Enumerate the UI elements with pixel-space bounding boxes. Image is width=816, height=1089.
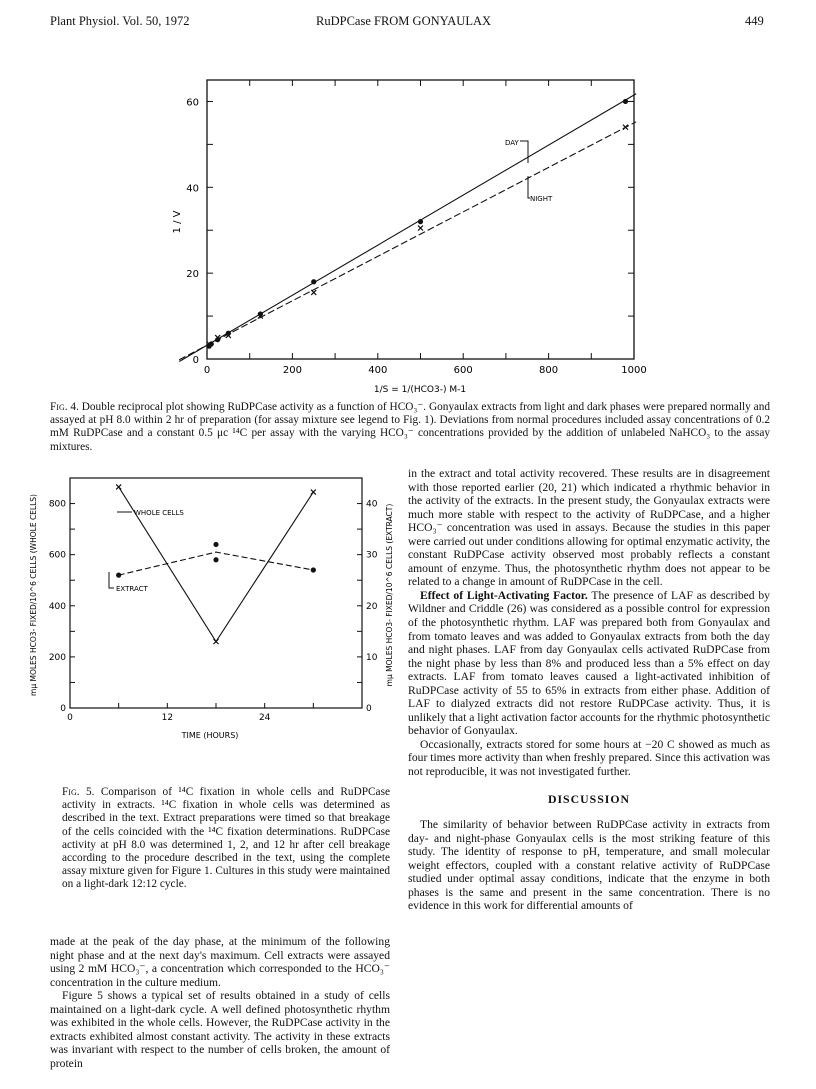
data-point-day [623, 99, 628, 104]
y-tick-label: 0 [192, 355, 199, 366]
running-title: RuDPCase FROM GONYAULAX [316, 14, 492, 28]
y-left-axis-label: mμ MOLES HCO3- FIXED/10^6 CELLS (WHOLE CELLS) [29, 494, 38, 696]
data-point-night [311, 290, 316, 295]
x-tick-label: 12 [161, 713, 174, 723]
data-point-extract [213, 542, 218, 547]
paragraph: The similarity of behavior between RuDPCase activity in extracts from day- and night-phase Gonyaulax cells is the most striking feature of this study. The identity of response to pH, temperature, and small molecular weight effectors, coupled with a constant relative activity of RuDPCase studied under optimal assay conditions, indicate that the enzyme in both phases is the same and present in the same concentration. There is no evidence in this work for differential amounts of [408, 818, 770, 913]
x-tick-label: 600 [453, 365, 473, 376]
y-right-tick-label: 0 [366, 704, 372, 714]
legend-leader [109, 572, 114, 588]
figure-4-label: Fig. 4. [50, 401, 79, 413]
figure-5-label: Fig. 5. [62, 786, 95, 798]
paragraph [408, 589, 770, 738]
right-column [408, 467, 770, 913]
y-right-tick-label: 20 [366, 601, 378, 612]
x-tick-label: 800 [539, 365, 559, 376]
y-left-tick-label: 600 [48, 550, 66, 561]
legend-whole-cells: WHOLE CELLS [134, 509, 184, 517]
journal-ref: Plant Physiol. Vol. 50, 1972 [50, 14, 190, 28]
paragraph: Occasionally, extracts stored for some hours at −20 C showed as much as four times more activity than when freshly prepared. Since this activation was not reproducible, it was not investigated further. [408, 737, 770, 779]
paragraph: in the extract and total activity recovered. These results are in disagreement with those reported earlier (20, 21) which indicated a rhythmic behavior in the activity of the extracts. In the present study, the Gonyaulax extracts were much more stable with respect to the activity of RuDPCase, and a higher HCO₃⁻ concentration was used in assays. Because the studies in this paper were carried out under conditions allowing for optimal enzymatic activity, the constant RuDPCase activity observed most probably reflects a constant amount of enzyme. Thus, the photosynthetic rhythm does not appear to be related to a change in amount of RuDPCase in the cell. [408, 467, 770, 589]
x-tick-label: 1000 [621, 365, 647, 376]
figure-5-chart [20, 470, 400, 780]
section-subheading: Effect of Light-Activating Factor. [420, 588, 588, 602]
data-point-night [418, 226, 423, 231]
data-point-day [311, 279, 316, 284]
data-point-whole-cells [116, 484, 121, 489]
y-tick-label: 20 [186, 269, 199, 281]
x-tick-label: 400 [368, 365, 388, 376]
data-point-whole-cells [311, 490, 316, 495]
legend-extract: EXTRACT [116, 585, 148, 593]
data-point-whole-cells [214, 639, 219, 644]
y-tick-label: 40 [186, 183, 199, 195]
data-point-night [623, 125, 628, 130]
fit-line-day [179, 94, 636, 362]
y-right-tick-label: 40 [366, 499, 378, 510]
caption-text: Double reciprocal plot showing RuDPCase activity as a function of HCO₃⁻. Gonyaulax extracts from light and dark phases were prepared normally and assayed at pH 8.0 within 2 hr of preparation (for assay mixture see legend to Fig. 1). Deviations from normal procedures included assay concentrations of 0.2 mM RuDPCase and a constant 0.5 μc ¹⁴C per assay with the varying HCO₃⁻ concentrations provided by the addition of unlabeled NaHCO₃ to the assay mixtures. [50, 401, 770, 453]
x-tick-label: 0 [67, 713, 73, 723]
x-axis-label: 1/S = 1/(HCO3-) M-1 [373, 385, 467, 395]
paragraph-text: The presence of LAF as described by Wildner and Criddle (26) was considered as a possible control for expression of the photosynthetic rhythm. LAF was prepared both from Gonyaulax and from tomato leaves and was added to Gonyaulax extracts from both the day and night phases. LAF from day Gonyaulax cells activated RuDPCase from the night phase by less than 8% and produced less than a 5% effect on day extracts. LAF from tomato leaves caused a light-activated inhibition of RuDPCase activity of 55 to 65% in extracts from either phase. Addition of LAF to dialyzed extracts did not restore RuDPCase activity. Thus, it is unlikely that a light activation factor accounts for the rhythmic photosynthetic behavior of Gonyaulax. [408, 588, 770, 738]
y-tick-label: 60 [186, 97, 199, 109]
page-number: 449 [745, 14, 764, 28]
y-axis-label: 1 / V [172, 210, 183, 234]
paragraph: made at the peak of the day phase, at the minimum of the following night phase and at the next day's maximum. Cell extracts were assayed using 2 mM HCO₃⁻, a concentration which corresponded to the HCO₃⁻ concentration in the culture medium. [50, 935, 390, 989]
y-right-axis-label: mμ MOLES HCO3- FIXED/10^6 CELLS (EXTRACT) [385, 503, 394, 687]
data-point-extract [311, 567, 316, 572]
fit-line-night [179, 122, 636, 360]
data-point-day [418, 219, 423, 224]
paragraph: Figure 5 shows a typical set of results obtained in a study of cells maintained on a light-dark cycle. A well defined photosynthetic rhythm was exhibited in the whole cells. However, the RuDPCase activity in the extracts exhibited almost constant activity. The activity in these extracts was invariant with respect to the number of cells broken, the amount of protein [50, 989, 390, 1070]
y-left-tick-label: 400 [48, 601, 66, 612]
x-tick-label: 24 [258, 713, 271, 723]
y-left-tick-label: 0 [60, 704, 66, 714]
y-left-tick-label: 200 [48, 652, 66, 663]
data-point-extract [116, 573, 121, 578]
y-right-tick-label: 10 [366, 652, 378, 663]
legend-night: NIGHT [530, 195, 553, 203]
legend-day: DAY [505, 139, 519, 147]
x-axis-label: TIME (HOURS) [181, 731, 239, 740]
y-right-tick-label: 30 [366, 550, 378, 561]
caption-text: Comparison of ¹⁴C fixation in whole cells and RuDPCase activity in extracts. ¹⁴C fixation in whole cells was determined as described in the text. Extract preparations were timed so that breakage of the cells coincided with the ¹⁴C fixation determinations. RuDPCase activity at pH 8.0 was determined 1, 2, and 12 hr after cell breakage according to the procedure described in the text, using the complete assay mixture given for Figure 1. Cultures in this study were maintained on a light-dark 12:12 cycle. [62, 786, 390, 891]
x-tick-label: 200 [282, 365, 302, 376]
plot-frame [70, 478, 362, 708]
data-point-extract [213, 557, 218, 562]
figure-5-caption [62, 786, 390, 892]
line-extract [119, 552, 314, 575]
x-tick-label: 0 [203, 365, 211, 376]
left-column [50, 935, 390, 1070]
figure-4-caption [50, 401, 770, 454]
section-heading: DISCUSSION [547, 791, 631, 806]
figure-4-chart [150, 70, 670, 400]
y-left-tick-label: 800 [48, 499, 66, 510]
